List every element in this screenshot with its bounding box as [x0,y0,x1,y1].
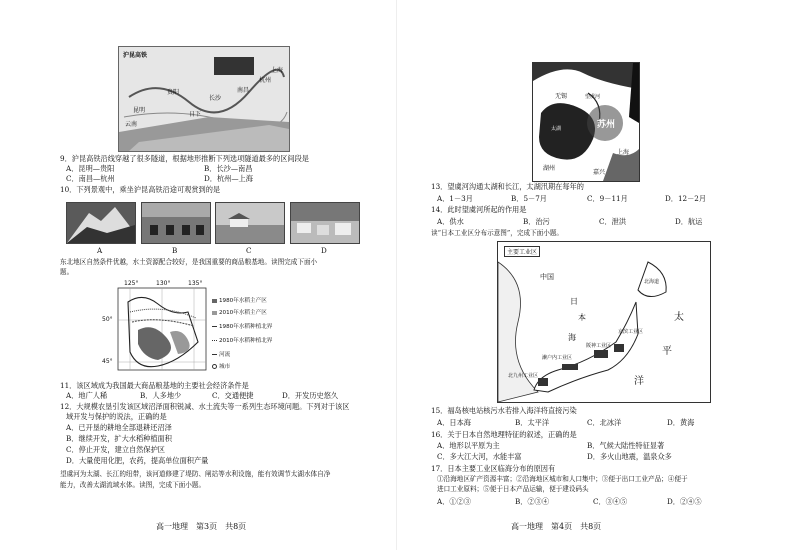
city-label: 湖州 [543,165,556,172]
legend-item [212,362,230,370]
legend-item [212,296,267,304]
q11-option-a[interactable]: A．地广人稀 [66,391,108,400]
map-label: 平 [662,346,672,357]
railway-map-title: 沪昆高铁 [123,52,148,59]
intro-wangyu-line1: 望虞河为太湖、长江的纽带，该河道修建了堤防、闸站等水利设施，能有效调节太湖水体自净 [60,470,331,478]
q11-option-d[interactable]: D．开发历史悠久 [282,391,339,400]
photo-b-cave-dwelling [141,202,211,244]
region-label: 日下 [189,111,202,118]
q17-option-b[interactable]: B．②③④ [515,497,550,506]
q13-option-d[interactable]: D．12－2月 [665,194,707,203]
q15-option-a[interactable]: A．日本海 [437,418,471,427]
legend-swatch [212,326,217,327]
page-footer-right: 高一地理 第4页 共8页 [511,522,602,531]
map-label: 阪神工业区 [586,343,612,349]
legend-item [212,336,272,344]
photo-label-b: B [172,246,178,255]
legend-label: 1980年水稻种植北界 [219,324,273,330]
q15-option-d[interactable]: D．黄海 [667,418,695,427]
suzhou-map [532,62,640,182]
legend-swatch [212,299,217,303]
q9-option-c[interactable]: C．南昌—杭州 [66,174,115,183]
q12-option-a[interactable]: A．已开垦的耕地全部退耕还沼泽 [66,423,172,432]
q9-option-a[interactable]: A．昆明—贵阳 [66,164,115,173]
photo-c-grassland [215,202,285,244]
photo-label-c: C [246,246,252,255]
q16-option-d[interactable]: D．多火山地震，温泉众多 [587,452,672,461]
city-label: 杭州 [259,77,272,84]
lat-label: 45° [102,358,113,365]
q12-stem-line2: 域开发与保护的说法，正确的是 [66,412,167,421]
northeast-map-graphic [108,282,208,374]
legend-item [212,322,272,330]
photo-a-snow-mountain [66,202,136,244]
q13-option-b[interactable]: B．5－7月 [511,194,547,203]
map-label: 洋 [634,376,644,387]
intro-japan: 读“日本工业区分布示意图”，完成下面小题。 [431,229,564,237]
intro-wangyu-line2: 能力，改善太湖流域水体。读图，完成下面小题。 [60,481,206,489]
map-label: 京滨工业区 [618,329,644,335]
map-label: 北海道 [644,279,660,285]
q16-option-c[interactable]: C．多大江大河，水能丰富 [437,452,522,461]
region-label: 云南 [125,121,138,128]
q10-stem: 10．下列景观中，乘坐沪昆高铁沿途可观赏到的是 [60,185,221,194]
city-label: 贵阳 [167,89,180,96]
legend-swatch [212,311,217,315]
map-label: 北九州工业区 [508,373,539,379]
legend-swatch [212,340,217,341]
q13-option-c[interactable]: C．9－11月 [587,194,628,203]
q14-option-d[interactable]: D．航运 [675,217,703,226]
q11-stem: 11．该区域成为我国最大商品粮基地的主要社会经济条件是 [60,381,249,390]
page-footer-left: 高一地理 第3页 共8页 [156,522,247,531]
q12-stem-line1: 12．大规模农垦引发该区域沼泽面积锐减、水土流失等一系列生态环境问题。下列对于该区 [60,402,350,411]
intro-northeast-line2: 题。 [60,268,74,276]
lake-label: 太湖 [551,126,562,132]
northeast-map [102,280,208,374]
q17-line1: ①沿海地区矿产资源丰富；②沿海地区城市和人口集中；③便于出口工业产品；④便于 [437,475,688,483]
legend-item [212,308,267,316]
railway-map [118,46,290,152]
japan-map-legend: 主要工业区 [504,246,540,257]
river-label: 望虞河 [585,94,601,100]
legend-label: 2010年水稻主产区 [219,310,267,316]
lon-label: 125° [124,280,139,287]
photo-d-village [290,202,360,244]
q11-option-b[interactable]: B．人多地少 [140,391,182,400]
city-label: 嘉兴 [593,169,606,176]
legend-label: 2010年水稻种植北界 [219,338,273,344]
q15-option-b[interactable]: B．太平洋 [515,418,550,427]
map-label: 日 [570,297,578,306]
city-label: 无锡 [555,93,568,100]
intro-northeast-line1: 东北地区自然条件优越，水土资源配合较好，是我国重要的商品粮基地。读图完成下面小 [60,258,318,266]
q14-option-b[interactable]: B．治污 [523,217,550,226]
q17-stem: 17．日本主要工业区临海分布的原因有 [431,464,556,473]
map-label: 海 [568,333,576,342]
lon-label: 130° [156,280,171,287]
city-label: 昆明 [133,107,146,114]
legend-label: 河流 [219,352,231,358]
city-label-suzhou: 苏州 [597,120,616,130]
legend-label: 1980年水稻主产区 [219,298,267,304]
q9-option-d[interactable]: D．杭州—上海 [204,174,253,183]
map-label: 濑户内工业区 [542,355,573,361]
map-label: 太 [674,312,684,323]
q15-stem: 15．福岛核电站核污水若排入海洋将直接污染 [431,406,577,415]
q13-stem: 13．望虞河沟通太湖和长江，太湖汛期在每年的 [431,182,584,191]
legend-item [212,350,230,358]
city-label: 长沙 [209,95,222,102]
q14-option-a[interactable]: A．供水 [437,217,464,226]
q9-option-b[interactable]: B．长沙—南昌 [204,164,253,173]
q11-option-c[interactable]: C．交通便捷 [212,391,254,400]
q12-option-b[interactable]: B．继续开发，扩大水稻种植面积 [66,434,172,443]
railway-map-graphic [119,47,289,151]
city-label: 南昌 [237,87,250,94]
map-label: 本 [578,313,586,322]
map-label: 中国 [540,273,554,281]
q17-line2: 进口工业原料；⑤便于日本产品运输，便于建设码头 [437,485,589,493]
q16-option-b[interactable]: B．气候大陆性特征显著 [587,441,665,450]
legend-swatch [212,364,217,369]
q14-stem: 14．此时望虞河所起的作用是 [431,205,527,214]
q15-option-c[interactable]: C．北冰洋 [587,418,622,427]
q16-stem: 16．关于日本自然地理特征的叙述，正确的是 [431,430,577,439]
photo-label-a: A [97,246,103,255]
q17-option-a[interactable]: A．①②③ [437,497,471,506]
q12-option-c[interactable]: C．停止开发，建立自然保护区 [66,445,165,454]
q17-option-c[interactable]: C．③④⑤ [593,497,628,506]
city-label: 上海 [617,149,630,156]
lon-label: 135° [188,280,203,287]
q14-option-c[interactable]: C．泄洪 [599,217,627,226]
legend-swatch [212,354,217,355]
japan-map [497,241,711,403]
q9-stem: 9．沪昆高铁沿线穿越了很多隧道，根据地形推断下列选项隧道最多的区间段是 [60,154,309,163]
city-label: 上海 [271,67,284,74]
q13-option-a[interactable]: A．1－3月 [437,194,473,203]
lat-label: 50° [102,316,113,323]
q17-option-d[interactable]: D．②④⑤ [667,497,702,506]
q12-option-d[interactable]: D．大量使用化肥，农药，提高单位面积产量 [66,456,209,465]
legend-label: 城市 [219,364,231,370]
q16-option-a[interactable]: A．地形以平原为主 [437,441,500,450]
page-4 [397,0,794,550]
photo-label-d: D [321,246,327,255]
